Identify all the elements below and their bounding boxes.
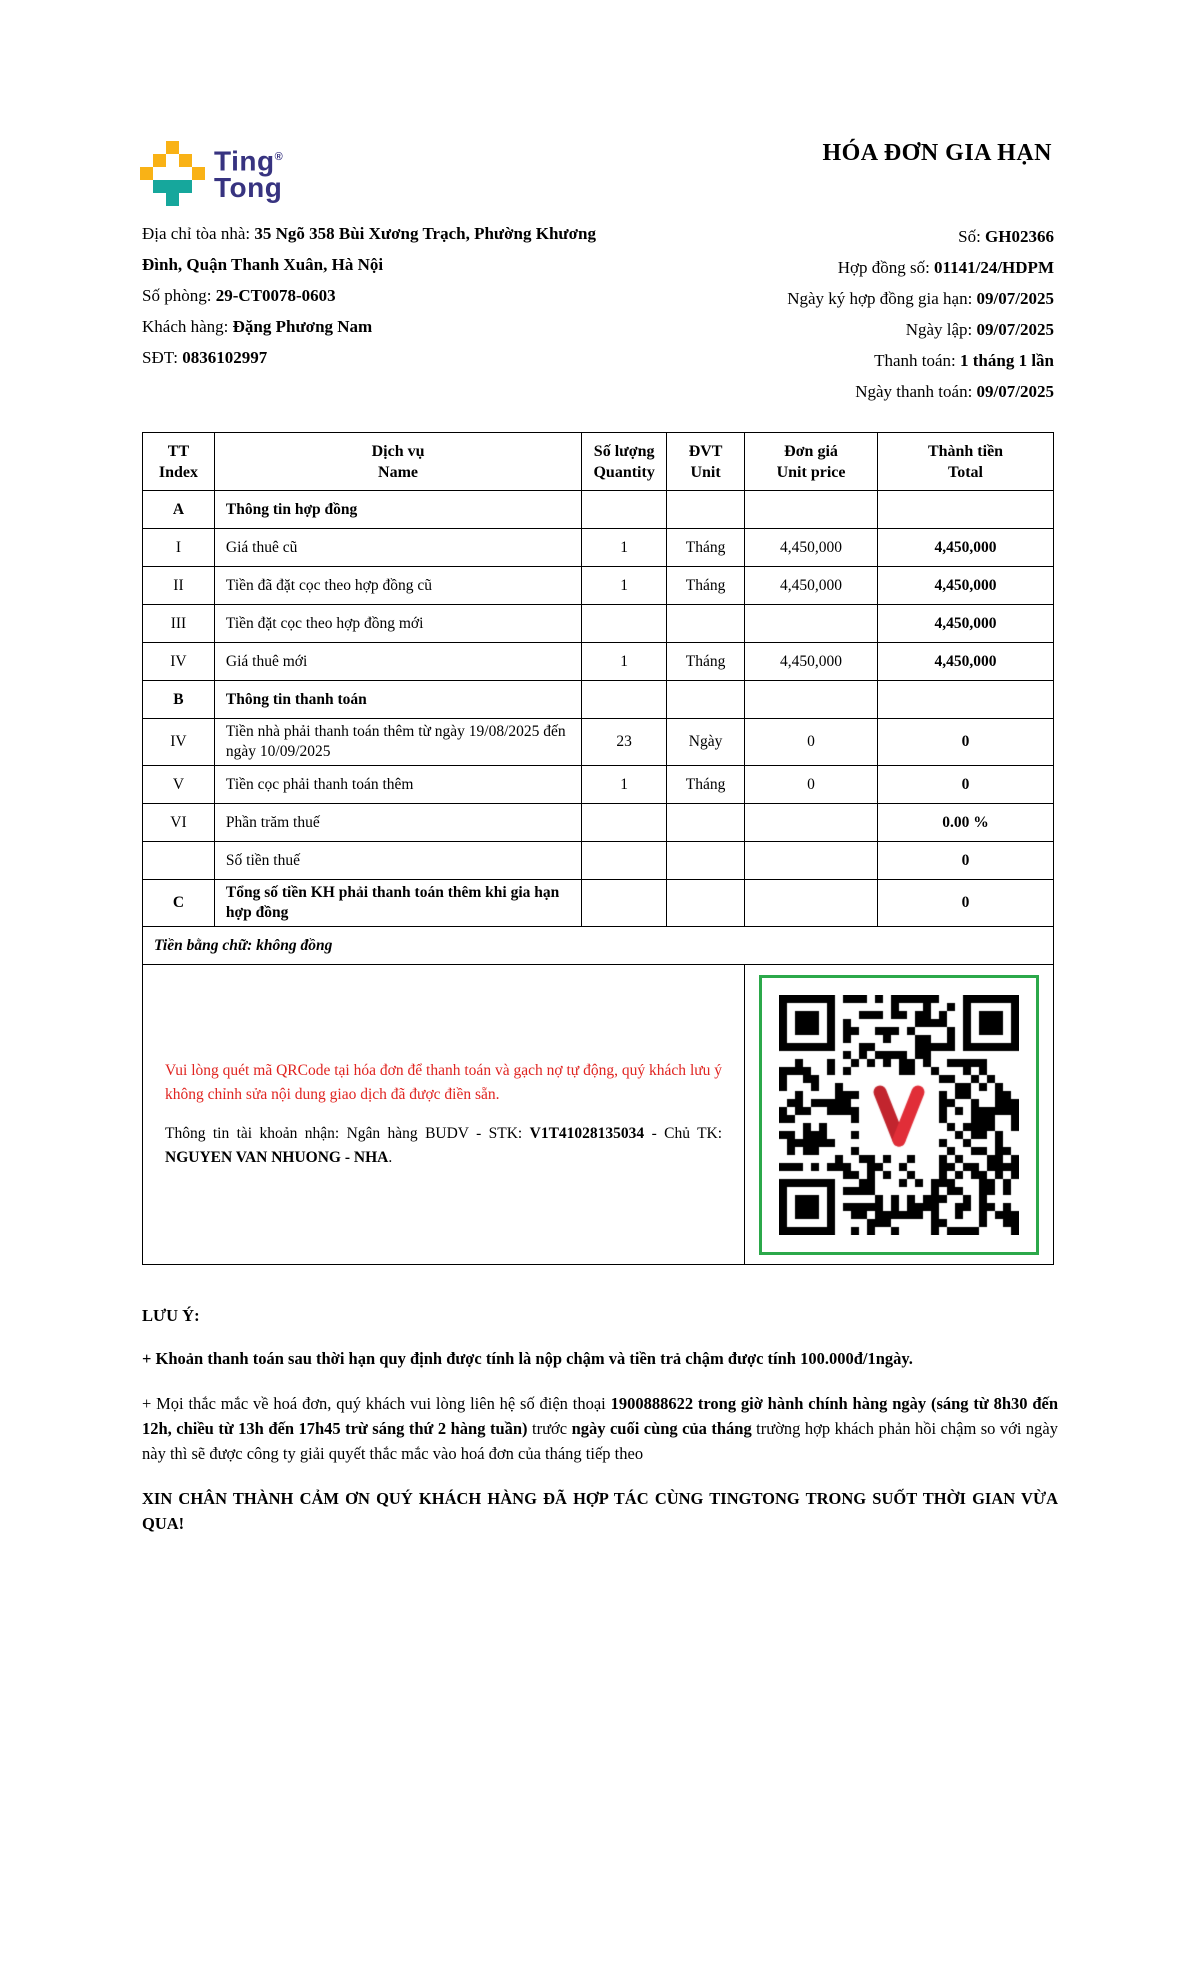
cell-index: VI	[143, 804, 215, 842]
table-row	[143, 804, 1054, 842]
customer-name: Khách hàng: Đặng Phương Nam	[142, 317, 373, 336]
cell-price	[745, 804, 878, 842]
payment-row	[143, 965, 1054, 1265]
footer-notes	[142, 1306, 1058, 1536]
room-number: Số phòng: 29-CT0078-0603	[142, 286, 336, 305]
table-row	[143, 529, 1054, 567]
qr-frame	[759, 975, 1039, 1255]
thanks-note: XIN CHÂN THÀNH CẢM ƠN QUÝ KHÁCH HÀNG ĐÃ HỢP TÁC CÙNG TINGTONG TRONG SUỐT THỜI GIAN VỪA QUA!	[142, 1489, 1058, 1533]
cell-name: Tiền nhà phải thanh toán thêm từ ngày 19/08/2025 đến ngày 10/09/2025	[214, 719, 581, 766]
qr-payment-warning: Vui lòng quét mã QRCode tại hóa đơn để thanh toán và gạch nợ tự động, quý khách lưu ý không chỉnh sửa nội dung giao dịch đã được điền sẵn.	[165, 1062, 723, 1103]
cell-total	[878, 491, 1054, 529]
payment-notes-cell	[143, 965, 745, 1265]
cell-unit: Tháng	[667, 643, 745, 681]
payment-cycle: Thanh toán: 1 tháng 1 lần	[874, 351, 1054, 370]
cell-price	[745, 681, 878, 719]
building-address: Địa chỉ tòa nhà: 35 Ngõ 358 Bùi Xương Trạch, Phường Khương Đình, Quận Thanh Xuân, Hà Nội	[142, 224, 596, 274]
bank-account-info: Thông tin tài khoản nhận: Ngân hàng BUDV - STK: V1T41028135034 - Chủ TK: NGUYEN VAN NHUONG - NHA.	[165, 1125, 723, 1166]
cell-name: Thông tin hợp đồng	[214, 491, 581, 529]
payment-date: Ngày thanh toán: 09/07/2025	[855, 382, 1054, 401]
registered-trademark-icon: ®	[274, 151, 283, 163]
cell-index: B	[143, 681, 215, 719]
notes-heading: LƯU Ý:	[142, 1306, 200, 1325]
cell-unit: Tháng	[667, 567, 745, 605]
phone-number: SĐT: 0836102997	[142, 348, 268, 367]
header-unit: ĐVT Unit	[667, 433, 745, 491]
cell-total	[878, 681, 1054, 719]
table-row	[143, 880, 1054, 927]
header-index: TT Index	[143, 433, 215, 491]
cell-index: IV	[143, 719, 215, 766]
table-row	[143, 766, 1054, 804]
cell-name: Tiền cọc phải thanh toán thêm	[214, 766, 581, 804]
cell-total: 4,450,000	[878, 529, 1054, 567]
cell-qty	[582, 842, 667, 880]
table-row	[143, 643, 1054, 681]
cell-total: 0	[878, 842, 1054, 880]
table-row	[143, 842, 1054, 880]
cell-unit: Ngày	[667, 719, 745, 766]
cell-name: Tổng số tiền KH phải thanh toán thêm khi gia hạn hợp đồng	[214, 880, 581, 927]
cell-price: 0	[745, 719, 878, 766]
cell-qty	[582, 804, 667, 842]
cell-unit	[667, 804, 745, 842]
cell-unit	[667, 605, 745, 643]
cell-qty	[582, 491, 667, 529]
tingtong-logo	[140, 141, 283, 206]
cell-name: Giá thuê cũ	[214, 529, 581, 567]
cell-index: III	[143, 605, 215, 643]
invoice-table	[142, 432, 1054, 1265]
late-payment-note: + Khoản thanh toán sau thời hạn quy định được tính là nộp chậm và tiền trả chậm được tính 100.000đ/1ngày.	[142, 1349, 913, 1368]
invoice-meta-block	[594, 221, 1054, 407]
issue-date: Ngày lập: 09/07/2025	[905, 320, 1054, 339]
cell-price	[745, 880, 878, 927]
cell-index: II	[143, 567, 215, 605]
cell-total: 4,450,000	[878, 643, 1054, 681]
contract-number: Hợp đồng số: 01141/24/HDPM	[837, 258, 1054, 277]
cell-name: Giá thuê mới	[214, 643, 581, 681]
cell-price	[745, 605, 878, 643]
cell-total: 0	[878, 766, 1054, 804]
invoice-number: Số: GH02366	[958, 227, 1054, 246]
cell-total: 0	[878, 880, 1054, 927]
customer-info-block	[142, 218, 597, 373]
table-row	[143, 567, 1054, 605]
cell-price: 4,450,000	[745, 643, 878, 681]
cell-index	[143, 842, 215, 880]
header-total: Thành tiền Total	[878, 433, 1054, 491]
header-quantity: Số lượng Quantity	[582, 433, 667, 491]
invoice-table-body	[143, 491, 1054, 927]
tingtong-wordmark: Ting® Tong	[214, 145, 283, 204]
cell-total: 0.00 %	[878, 804, 1054, 842]
cell-qty: 1	[582, 766, 667, 804]
cell-unit: Tháng	[667, 766, 745, 804]
cell-qty	[582, 605, 667, 643]
cell-total: 0	[878, 719, 1054, 766]
header-name: Dịch vụ Name	[214, 433, 581, 491]
cell-name: Số tiền thuế	[214, 842, 581, 880]
cell-price: 4,450,000	[745, 529, 878, 567]
cell-index: V	[143, 766, 215, 804]
cell-price	[745, 491, 878, 529]
qr-code	[779, 995, 1019, 1235]
table-row	[143, 605, 1054, 643]
cell-name: Tiền đặt cọc theo hợp đồng mới	[214, 605, 581, 643]
cell-unit	[667, 681, 745, 719]
amount-in-words: Tiền bằng chữ: không đồng	[143, 927, 1054, 965]
cell-qty	[582, 681, 667, 719]
cell-qty	[582, 880, 667, 927]
tingtong-pixel-arrow-icon	[140, 141, 205, 206]
cell-name: Phần trăm thuế	[214, 804, 581, 842]
cell-unit: Tháng	[667, 529, 745, 567]
cell-price: 4,450,000	[745, 567, 878, 605]
header-unit-price: Đơn giá Unit price	[745, 433, 878, 491]
cell-unit	[667, 880, 745, 927]
table-row	[143, 719, 1054, 766]
cell-qty: 1	[582, 567, 667, 605]
cell-unit	[667, 842, 745, 880]
cell-qty: 1	[582, 643, 667, 681]
hotline-note: + Mọi thắc mắc về hoá đơn, quý khách vui lòng liên hệ số điện thoại 1900888622 trong giờ hành chính hàng ngày (sáng từ 8h30 đến 12h, chiều từ 13h đến 17h45 trừ sáng thứ 2 hàng tuần) trước ngày cuối cùng của tháng trường hợp khách phản hồi chậm so với ngày này thì sẽ được công ty giải quyết thắc mắc vào hoá đơn của tháng tiếp theo	[142, 1394, 1058, 1463]
cell-total: 4,450,000	[878, 605, 1054, 643]
table-header-row	[143, 433, 1054, 491]
cell-name: Thông tin thanh toán	[214, 681, 581, 719]
cell-total: 4,450,000	[878, 567, 1054, 605]
cell-price	[745, 842, 878, 880]
cell-qty: 1	[582, 529, 667, 567]
cell-index: IV	[143, 643, 215, 681]
qr-cell	[745, 965, 1054, 1265]
cell-price: 0	[745, 766, 878, 804]
cell-index: A	[143, 491, 215, 529]
cell-qty: 23	[582, 719, 667, 766]
invoice-title: HÓA ĐƠN GIA HẠN	[822, 140, 1052, 166]
cell-name: Tiền đã đặt cọc theo hợp đồng cũ	[214, 567, 581, 605]
cell-index: C	[143, 880, 215, 927]
table-row	[143, 491, 1054, 529]
renewal-sign-date: Ngày ký hợp đồng gia hạn: 09/07/2025	[787, 289, 1054, 308]
cell-unit	[667, 491, 745, 529]
cell-index: I	[143, 529, 215, 567]
amount-in-words-row	[143, 927, 1054, 965]
table-row	[143, 681, 1054, 719]
